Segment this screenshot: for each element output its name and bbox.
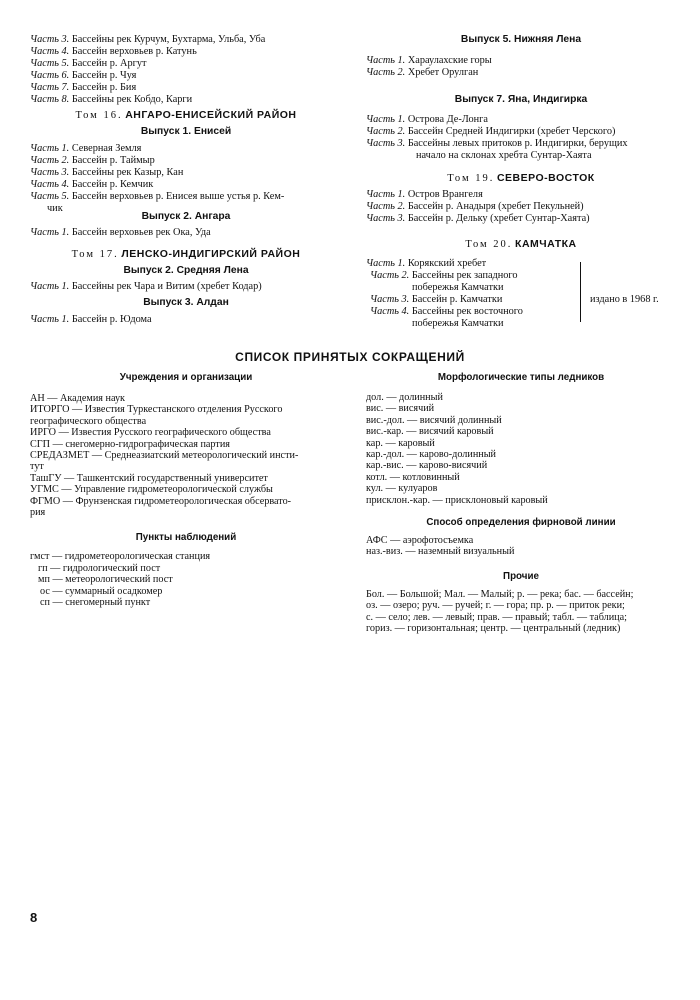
tom17-heading: Том 17. ЛЕНСКО-ИНДИГИРСКИЙ РАЙОН [71, 248, 301, 260]
list-item: Часть 1. Остров Врангеля [366, 189, 483, 200]
tom16-vyp1-parts [30, 143, 284, 215]
list-item: Часть 8. Бассейны рек Кобдо, Карги [30, 94, 193, 105]
list-item-continuation: побережья Камчатки [412, 318, 504, 329]
list-item: ТашГУ — Ташкентский государственный университет [30, 472, 268, 484]
list-item: Часть 7. Бассейн р. Бия [30, 82, 137, 93]
list-item: Часть 1. Северная Земля [30, 143, 142, 154]
list-item: Часть 3. Бассейн р. Камчатки [370, 294, 503, 305]
list-item: Часть 3. Бассейн р. Дельку (хребет Сунтар-Хаята) [366, 213, 590, 224]
tom20-parts [366, 258, 571, 330]
published-note: издано в 1968 г. [590, 294, 659, 305]
list-item: гп — гидрологический пост [38, 562, 161, 574]
vyp5-parts [366, 55, 492, 79]
tom19-parts [366, 189, 590, 225]
morph-heading: Морфологические типы ледников [437, 372, 605, 383]
list-item: ос — суммарный осадкомер [40, 585, 163, 597]
list-item: Бол. — Большой; Мал. — Малый; р. — река; бас. — бассейн; [366, 588, 634, 600]
list-item-continuation: тут [30, 461, 44, 473]
list-item: наз.-виз. — наземный визуальный [366, 546, 515, 558]
list-item: Часть 1. Острова Де-Лонга [366, 114, 488, 125]
tom16-vyp2-heading: Выпуск 2. Ангара [141, 211, 231, 222]
list-item: кул. — кулуаров [366, 483, 438, 495]
morph-list [366, 392, 676, 506]
abbreviations-title: СПИСОК ПРИНЯТЫХ СОКРАЩЕНИЙ [235, 350, 465, 364]
list-item-continuation: рия [30, 507, 46, 519]
list-item: Часть 5. Бассейн р. Аргут [30, 58, 147, 69]
list-item: СРЕДАЗМЕТ — Среднеазиатский метеорологический инсти- [30, 450, 299, 462]
list-item: оз. — озеро; руч. — ручей; г. — гора; пр. р. — приток реки; [366, 600, 625, 612]
list-item: СГП — снегомерно-гидрографическая партия [30, 438, 230, 450]
list-item: кар.-вис. — карово-висячий [366, 460, 488, 472]
list-item: Часть 3. Бассейны левых притоков р. Индигирки, берущих [366, 138, 628, 149]
list-item: кар.-дол. — карово-долинный [366, 449, 497, 461]
stations-heading: Пункты наблюдений [135, 532, 237, 544]
firn-list [366, 535, 676, 558]
abbr-right-column [366, 372, 676, 635]
list-item: Часть 1. Хараулахские горы [366, 55, 492, 66]
brace-line [580, 262, 581, 322]
list-item: Часть 5. Бассейн верховьев р. Енисея выше устья р. Кем- [30, 191, 285, 202]
list-item: котл. — котловинный [366, 471, 460, 483]
firn-heading: Способ определения фирновой линии [426, 517, 616, 529]
other-list [366, 589, 676, 635]
list-item: АН — Академия наук [30, 393, 126, 404]
list-item: с. — село; лев. — левый; прав. — правый; табл. — таблица; [366, 611, 627, 623]
list-item: присклон.-кар. — присклоновый каровый [366, 494, 548, 506]
list-item: Часть 6. Бассейн р. Чуя [30, 70, 137, 81]
list-item: ИРГО — Известия Русского географического общества [30, 427, 271, 439]
tom15-parts [30, 34, 265, 106]
tom18-vyp7-heading: Выпуск 7. Яна, Индигирка [454, 94, 588, 105]
list-item: мп — метеорологический пост [38, 574, 173, 586]
tom17-vyp2-heading: Выпуск 2. Средняя Лена [123, 265, 249, 276]
list-item: Часть 1. Бассейн верховьев рек Ока, Уда [30, 227, 211, 238]
list-item-continuation: начало на склонах хребта Сунтар-Хаята [416, 150, 592, 161]
list-item: Часть 1. Корякский хребет [366, 258, 487, 269]
list-item-continuation: побережья Камчатки [412, 282, 504, 293]
list-item: вис. — висячий [366, 403, 435, 415]
tom16-vyp1-heading: Выпуск 1. Енисей [140, 126, 232, 137]
list-item: Часть 4. Бассейны рек восточного [370, 306, 523, 317]
list-item: Часть 2. Бассейн Средней Индигирки (хребет Черского) [366, 126, 616, 137]
tom18-vyp5-heading: Выпуск 5. Нижняя Лена [460, 34, 582, 45]
abbr-left-column [30, 372, 342, 609]
vyp7-parts [366, 114, 628, 162]
other-heading: Прочие [503, 570, 539, 582]
list-item: Часть 1. Бассейны рек Чара и Витим (хребет Кодар) [30, 281, 262, 292]
institutions-list [30, 393, 342, 518]
list-item: вис.-дол. — висячий долинный [366, 414, 502, 426]
list-item: Часть 4. Бассейн верховьев р. Катунь [30, 46, 197, 57]
list-item: вис.-кар. — висячий каровый [366, 426, 494, 438]
list-item-continuation: чик [47, 203, 63, 214]
list-item: Часть 2. Бассейн р. Анадыря (хребет Пекульней) [366, 201, 584, 212]
tom17-vyp3-heading: Выпуск 3. Алдан [143, 297, 229, 308]
page-number: 8 [30, 910, 38, 925]
list-item: ФГМО — Фрунзенская гидрометеорологическая обсервато- [30, 495, 292, 507]
tom19-heading: Том 19. СЕВЕРО-ВОСТОК [447, 172, 595, 184]
list-item: Часть 3. Бассейны рек Казыр, Кан [30, 167, 184, 178]
list-item: дол. — долинный [366, 392, 443, 403]
stations-list [30, 551, 342, 608]
list-item: Часть 2. Хребет Орулган [366, 67, 479, 78]
list-item: гмст — гидрометеорологическая станция [30, 551, 211, 563]
list-item: ИТОРГО — Известия Туркестанского отделения Русского [30, 404, 283, 416]
tom16-heading: Том 16. АНГАРО-ЕНИСЕЙСКИЙ РАЙОН [75, 109, 297, 121]
list-item: Часть 1. Бассейн р. Юдома [30, 314, 152, 325]
list-item: кар. — каровый [366, 437, 435, 449]
list-item: Часть 2. Бассейн р. Таймыр [30, 155, 155, 166]
list-item: УГМС — Управление гидрометеорологической службы [30, 484, 273, 496]
list-item: АФС — аэрофотосъемка [366, 535, 474, 547]
list-item: гориз. — горизонтальная; центр. — центральный (ледник) [366, 623, 621, 635]
list-item-continuation: географического общества [30, 415, 147, 427]
institutions-heading: Учреждения и организации [119, 372, 253, 383]
tom20-heading: Том 20. КАМЧАТКА [465, 238, 577, 250]
list-item: сп — снегомерный пункт [40, 597, 151, 609]
list-item: Часть 4. Бассейн р. Кемчик [30, 179, 154, 190]
list-item: Часть 2. Бассейны рек западного [370, 270, 518, 281]
list-item: Часть 3. Бассейны рек Курчум, Бухтарма, Ульба, Уба [30, 34, 266, 45]
